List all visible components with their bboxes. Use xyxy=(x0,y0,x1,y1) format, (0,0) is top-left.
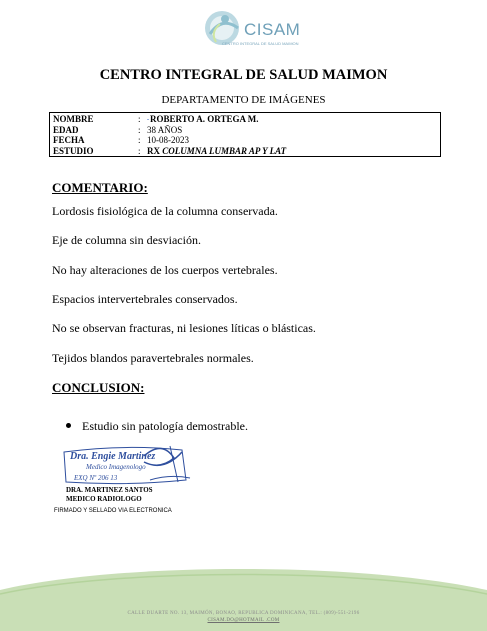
comment-line: Eje de columna sin desviación. xyxy=(52,233,201,247)
comment-line: Tejidos blandos paravertebrales normales. xyxy=(52,351,254,365)
name-value: ᵕROBERTO A. ORTEGA M. xyxy=(147,114,259,124)
comment-heading: COMENTARIO: xyxy=(52,180,148,195)
patient-age-row xyxy=(53,125,437,136)
footer-email[interactable]: CISAM.DO@HOTMAIL .COM xyxy=(207,618,280,623)
study-value: RX COLUMNA LUMBAR AP Y LAT xyxy=(147,145,287,156)
comment-line: No hay alteraciones de los cuerpos vertebrales. xyxy=(52,263,278,277)
department-title: DEPARTAMENTO DE IMÁGENES xyxy=(161,94,326,106)
stamp-line-1: Dra. Engie Martinez xyxy=(70,451,156,462)
patient-info-box xyxy=(49,112,441,157)
footer-address: CALLE DUARTE NO. 13, MAIMÓN, BONAO, REPUBLICA DOMINICANA, TEL.: (809)-551-2196 xyxy=(127,611,360,616)
name-label: NOMBRE xyxy=(53,114,94,124)
colon: : xyxy=(138,124,141,135)
study-label: ESTUDIO xyxy=(53,145,94,156)
patient-date-row xyxy=(53,135,437,146)
text-mark-icon: ᵕ xyxy=(147,116,150,124)
stamp-line-3: EXQ Nº 206 13 xyxy=(74,474,118,482)
colon: : xyxy=(138,114,141,124)
conclusion-item: Estudio sin patología demostrable. xyxy=(82,419,248,433)
bullet-icon xyxy=(66,423,71,428)
logo-tagline: CENTRO INTEGRAL DE SALUD MAIMON xyxy=(222,41,299,46)
comment-line: Espacios intervertebrales conservados. xyxy=(52,292,238,306)
doctor-name: DRA. MARTINEZ SANTOS xyxy=(66,486,153,494)
patient-study-row xyxy=(53,146,437,157)
document-title: CENTRO INTEGRAL DE SALUD MAIMON xyxy=(99,67,388,83)
logo-word: CISAM xyxy=(244,20,301,39)
doctor-role: MEDICO RADIOLOGO xyxy=(66,495,142,503)
comment-line: No se observan fracturas, ni lesiones líticas o blásticas. xyxy=(52,321,316,335)
stamp-line-2: Medico Imagenologo xyxy=(86,463,146,471)
age-label: EDAD xyxy=(53,124,79,135)
colon: : xyxy=(138,145,141,156)
patient-name-row xyxy=(53,114,437,125)
age-value: 38 AÑOS xyxy=(147,124,183,135)
comment-line: Lordosis fisiológica de la columna conservada. xyxy=(52,204,278,218)
signature-note: FIRMADO Y SELLADO VIA ELECTRONICA xyxy=(54,508,172,514)
date-label: FECHA xyxy=(53,135,85,145)
colon: : xyxy=(138,135,141,145)
date-value: 10-08-2023 xyxy=(147,135,189,145)
conclusion-heading: CONCLUSION: xyxy=(52,380,145,395)
